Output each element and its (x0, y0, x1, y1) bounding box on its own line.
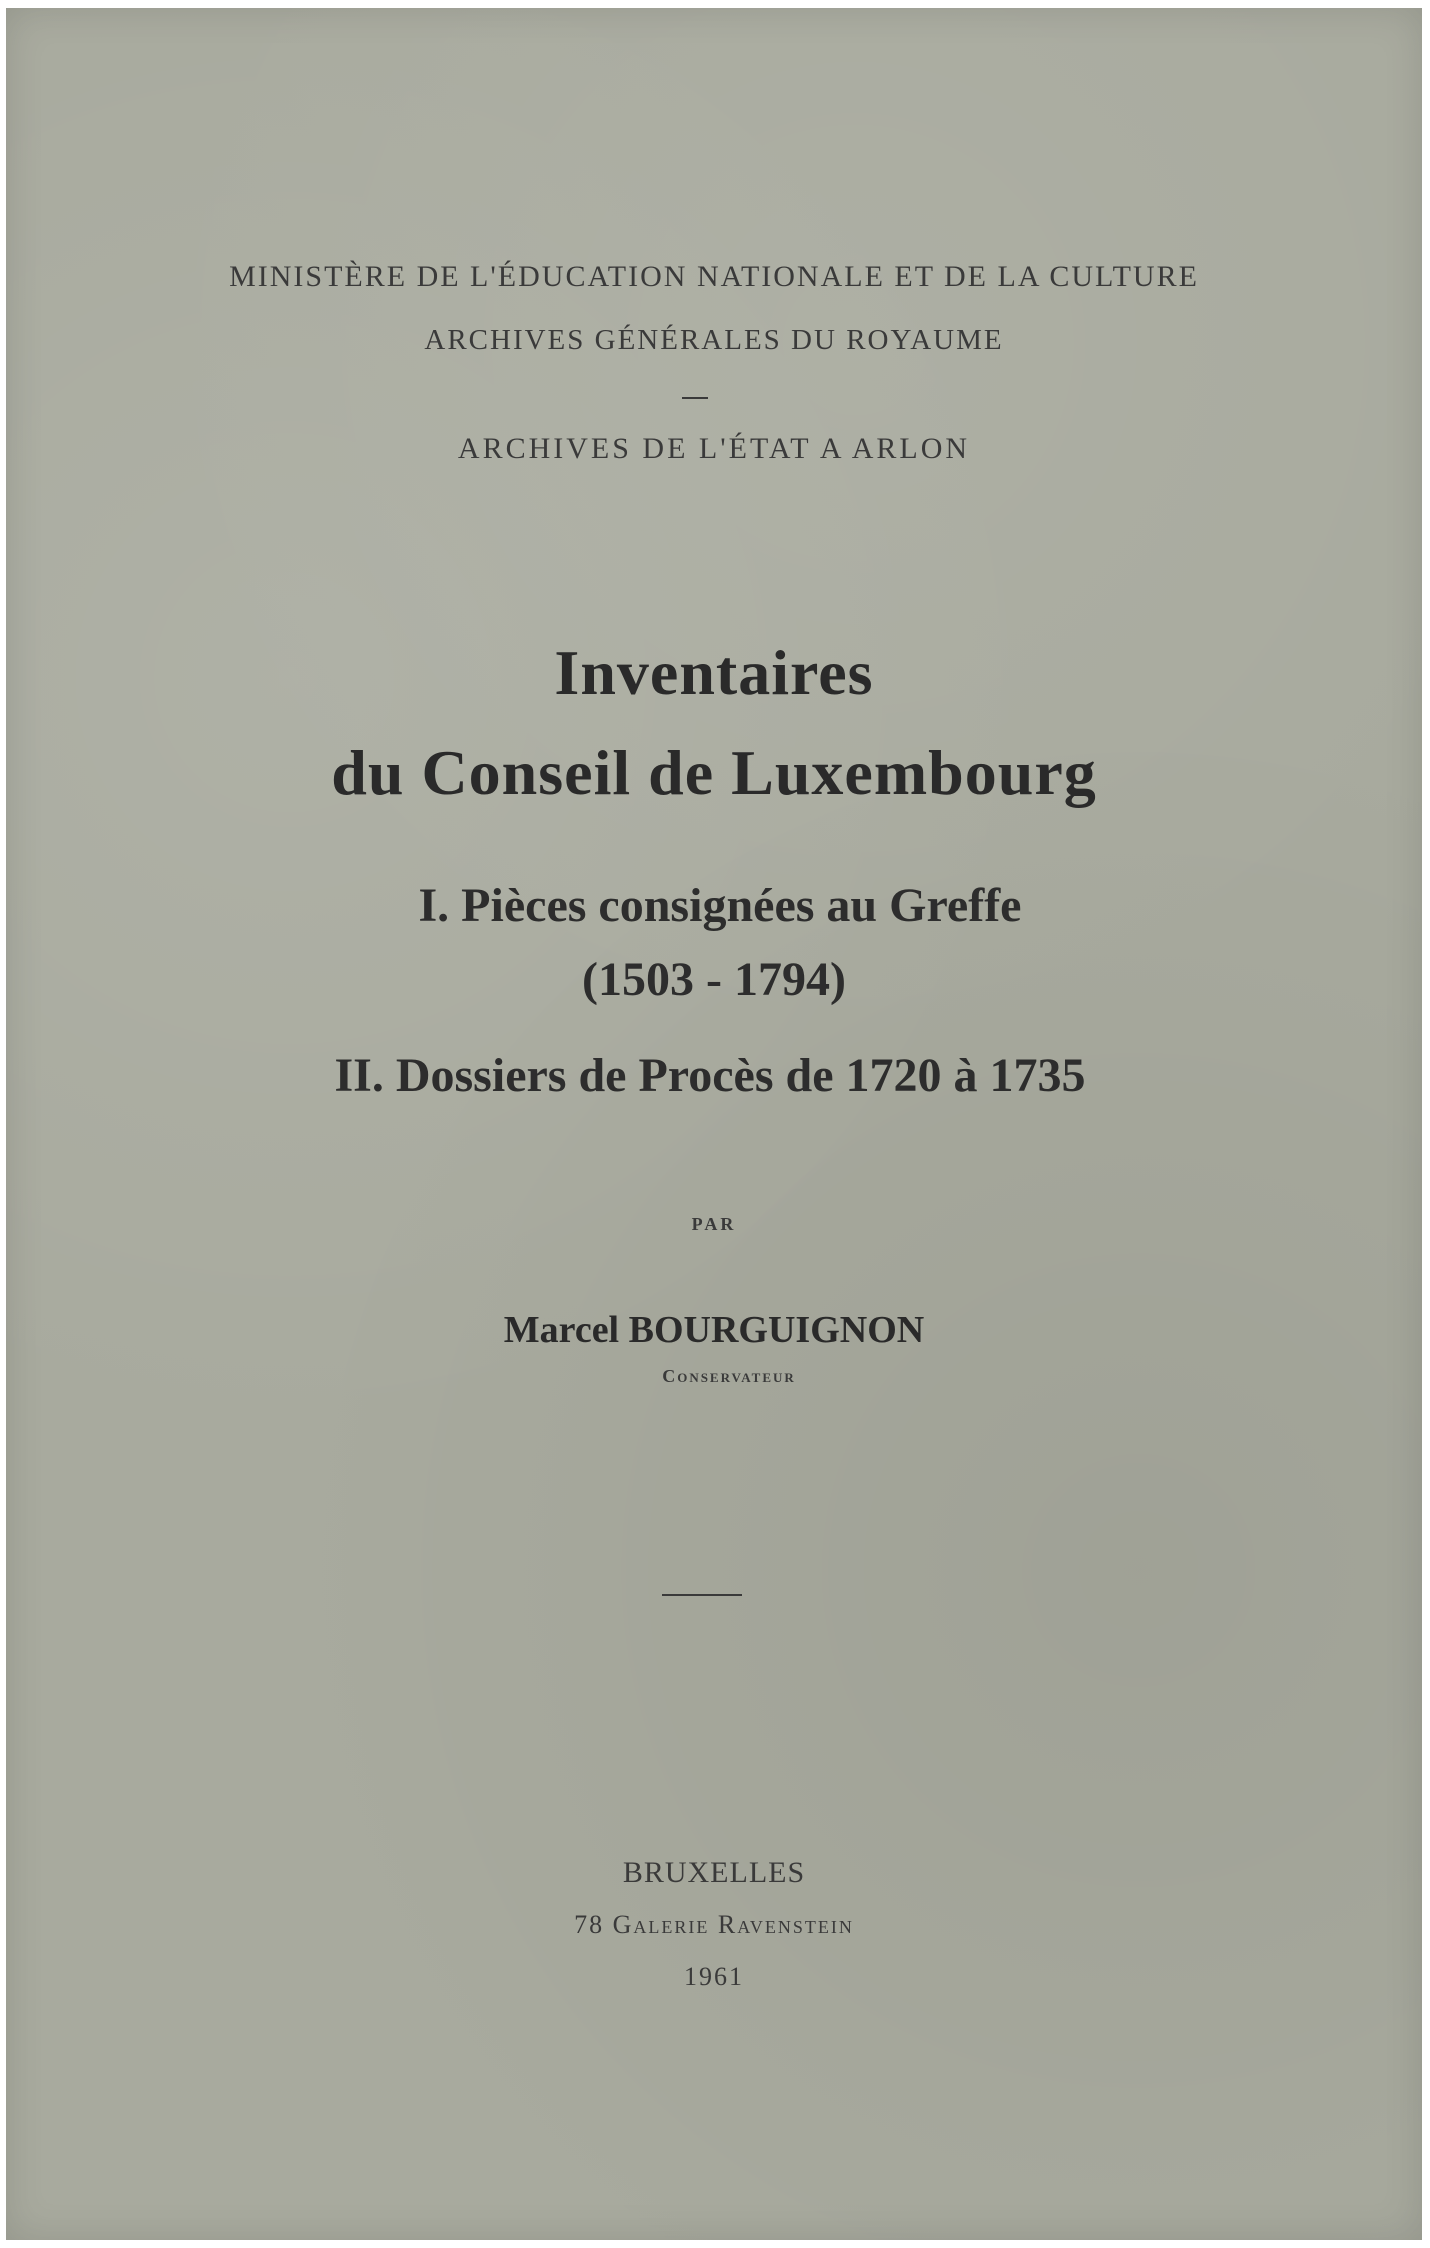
imprint-year: 1961 (684, 1962, 744, 1991)
by-label: PAR (691, 1214, 737, 1234)
imprint-address: 78 Galerie Ravenstein (574, 1910, 854, 1939)
header-divider (682, 397, 708, 399)
part-one-title: I. Pièces consignées au Greffe (418, 879, 1022, 932)
part-two-title: II. Dossiers de Procès de 1720 à 1735 (334, 1049, 1086, 1102)
imprint-city: BRUXELLES (622, 1856, 806, 1889)
imprint-divider (662, 1594, 742, 1596)
part-one-dates: (1503 - 1794) (582, 953, 846, 1006)
archives-general-heading: ARCHIVES GÉNÉRALES DU ROYAUME (424, 324, 1004, 356)
title-line-1: Inventaires (554, 637, 874, 708)
author-role: Conservateur (662, 1366, 796, 1386)
title-line-2: du Conseil de Luxembourg (331, 737, 1097, 808)
book-cover (6, 8, 1422, 2240)
ministry-heading: MINISTÈRE DE L'ÉDUCATION NATIONALE ET DE LA CULTURE (229, 260, 1199, 293)
author-name: Marcel BOURGUIGNON (503, 1309, 925, 1351)
archives-local-heading: ARCHIVES DE L'ÉTAT A ARLON (457, 432, 971, 465)
